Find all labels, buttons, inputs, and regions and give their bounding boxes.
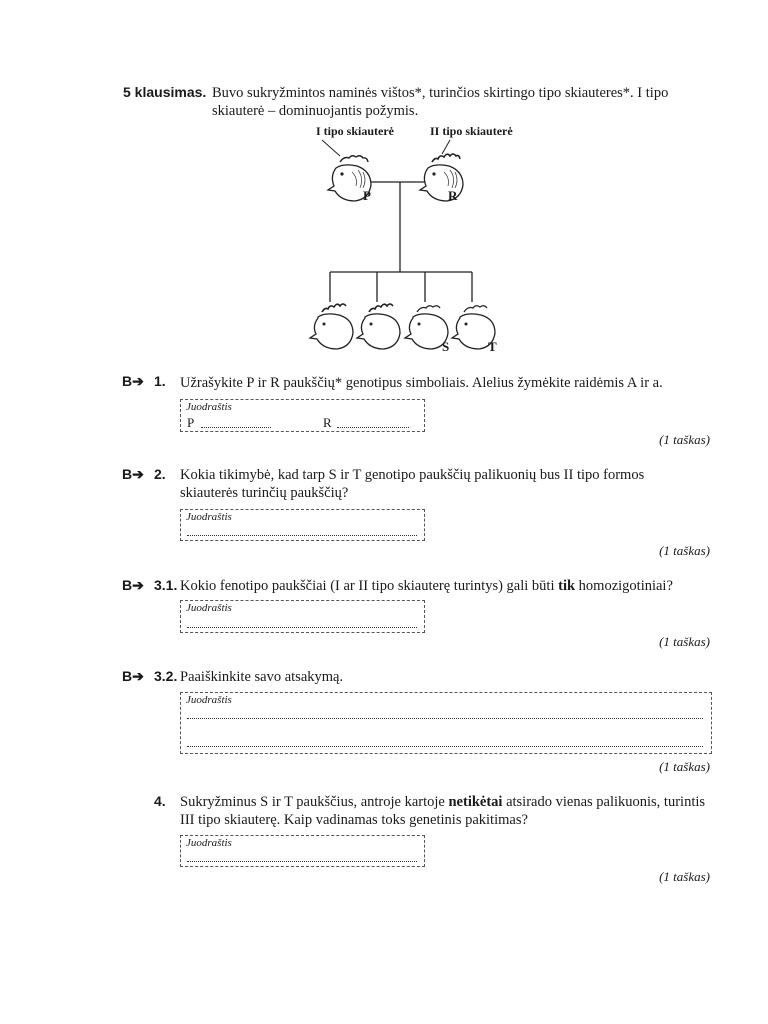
label-parent-p: P xyxy=(363,188,371,203)
question-text: Užrašykite P ir R paukščių* genotipus simboliais. Alelius žymėkite raidėmis A ir a. xyxy=(180,375,663,391)
chicken-head-icon-offspring-2 xyxy=(357,304,400,349)
pedigree-svg xyxy=(300,122,530,362)
answer-box[interactable] xyxy=(180,600,425,633)
question-text-line2: III tipo skiauterę. Kaip vadinamas toks genetinis pakitimas? xyxy=(180,812,528,828)
question-text-line1: Sukryžminus S ir T paukščius, antroje kartoje netikėtai atsirado vienas palikuonis, turintis xyxy=(180,794,706,810)
draft-label: Juodraštis xyxy=(186,511,232,523)
answer-line-1[interactable] xyxy=(187,718,703,719)
question-number: 5 klausimas. xyxy=(123,84,207,100)
chicken-head-icon-offspring-1 xyxy=(310,304,353,349)
label-child-s: S xyxy=(442,339,450,354)
points-label: (1 taškas) xyxy=(659,543,710,558)
label-parent-r: R xyxy=(448,188,458,203)
b-marker: B➔ xyxy=(122,577,144,593)
answer-line-2[interactable] xyxy=(187,746,703,747)
question-number: 1. xyxy=(154,373,166,389)
pedigree-diagram xyxy=(300,122,530,362)
points-label: (1 taškas) xyxy=(659,759,710,774)
question-number: 2. xyxy=(154,466,166,482)
question-number: 3.2. xyxy=(154,668,178,684)
answer-box[interactable] xyxy=(180,399,425,432)
draft-label: Juodraštis xyxy=(186,602,232,614)
answer-line[interactable] xyxy=(187,627,417,628)
question-number: 4. xyxy=(154,793,166,809)
b-marker: B➔ xyxy=(122,373,144,389)
points-label: (1 taškas) xyxy=(659,634,710,649)
answer-line[interactable] xyxy=(187,535,417,536)
question-text: Paaiškinkite savo atsakymą. xyxy=(180,669,344,685)
answer-box[interactable] xyxy=(180,509,425,541)
label-type-1: I tipo skiauterė xyxy=(316,124,394,138)
points-label: (1 taškas) xyxy=(659,869,710,884)
answer-line-p[interactable] xyxy=(201,427,271,428)
b-marker: B➔ xyxy=(122,668,144,684)
draft-label: Juodraštis xyxy=(186,401,232,413)
draft-label: Juodraštis xyxy=(186,837,232,849)
question-text-line1: Buvo sukryžmintos naminės vištos*, turinčios skirtingo tipo skiauteres*. I tipo xyxy=(212,85,669,101)
answer-line[interactable] xyxy=(187,861,417,862)
label-type-2: II tipo skiauterė xyxy=(430,124,513,138)
question-text-line1: Kokia tikimybė, kad tarp S ir T genotipo paukščių palikuonių bus II tipo formos xyxy=(180,467,645,483)
points-label: (1 taškas) xyxy=(659,432,710,447)
question-text-line2: skiauterė – dominuojantis požymis. xyxy=(212,103,419,119)
question-text-line2: skiauterės turinčių paukščių? xyxy=(180,485,349,501)
answer-box[interactable] xyxy=(180,692,712,754)
answer-line-r[interactable] xyxy=(337,427,409,428)
answer-box[interactable] xyxy=(180,835,425,867)
label-child-t: T xyxy=(488,339,497,354)
field-r-label: R xyxy=(323,415,332,430)
question-text: Kokio fenotipo paukščiai (I ar II tipo skiauterę turintys) gali būti tik homozigotiniai? xyxy=(180,578,673,594)
draft-label: Juodraštis xyxy=(186,694,232,706)
question-number: 3.1. xyxy=(154,577,178,593)
b-marker: B➔ xyxy=(122,466,144,482)
field-p-label: P xyxy=(187,415,195,430)
